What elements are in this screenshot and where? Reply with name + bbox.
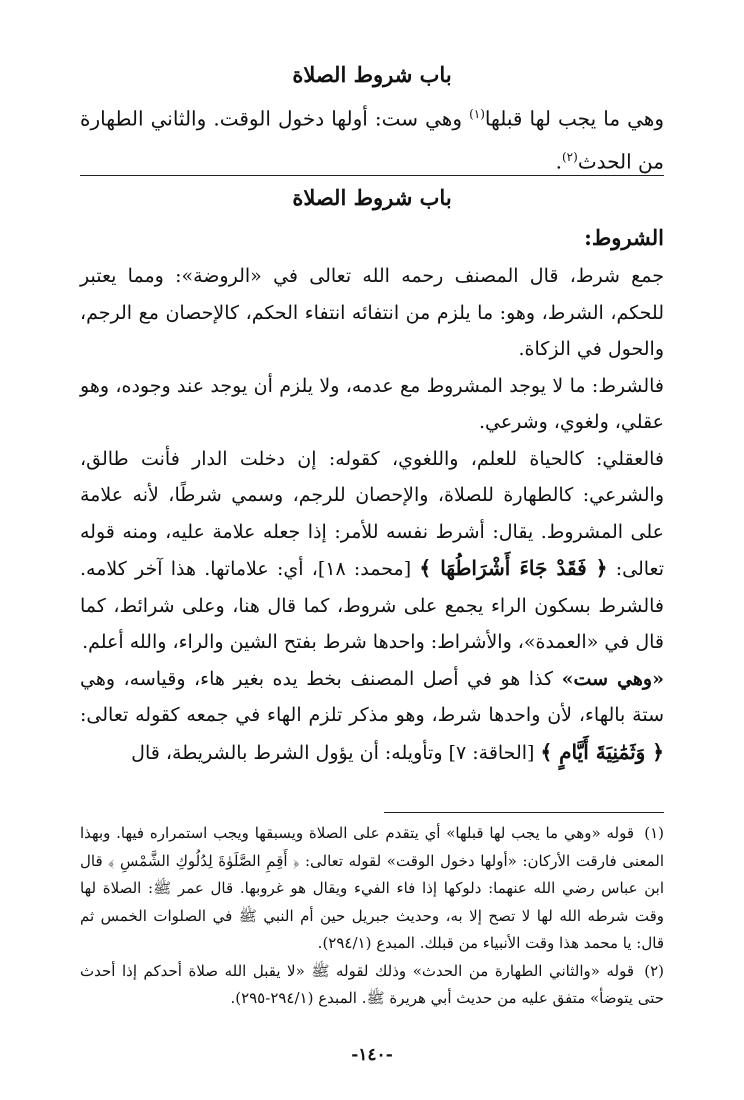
paragraph-2: فالشرط: ما لا يوجد المشروط مع عدمه، ولا يلزم أن يوجد عند وجوده، وهو عقلي، ولغوي، وشرعي.	[80, 374, 664, 433]
sharh-section	[80, 178, 664, 771]
matn-title: باب شروط الصلاة	[292, 62, 452, 87]
footnote-1	[80, 820, 664, 958]
footnote-1-number: (١)	[644, 824, 664, 842]
footnote-ref-1: (١)	[469, 107, 485, 121]
matn-quote: «وهي ست»	[561, 667, 664, 690]
matn-divider	[80, 175, 664, 176]
matn-section	[80, 55, 664, 180]
footnote-2	[80, 958, 664, 1013]
paragraph-3	[80, 441, 664, 661]
footnote-divider	[384, 812, 664, 813]
paragraph-3-text-a: فالعقلي: كالحياة للعلم، واللغوي، كقوله: إن دخلت الدار فأنت طالق، والشرعي: كالطهارة للصلاة، والإحصان للرجم، وسمي شرطًا، لأنه علامة على المشروط. يقال: أشرط نفسه للأمر: إذا جعله علامة عليه، ومنه قوله تعالى:	[80, 447, 665, 580]
footnote-2-number: (٢)	[644, 961, 664, 980]
paragraph-1: جمع شرط، قال المصنف رحمه الله تعالى في «الروضة»: ومما يعتبر للحكم، الشرط، وهو: ما يلزم من انتفائه انتفاء الحكم، كالإحصان مع الرجم، والحول في الزكاة.	[80, 265, 664, 360]
matn-text-c: .	[555, 149, 562, 174]
sharh-heading: الشروط:	[584, 225, 664, 250]
matn-text-b: وهي ست: أولها دخول الوقت. والثاني الطهارة من الحدث	[80, 106, 664, 174]
matn-text-a: وهي ما يجب لها قبلها	[484, 106, 664, 131]
matn-text	[80, 95, 664, 180]
paragraph-4-text-a: كذا هو في أصل المصنف بخط يده بغير هاء، وقياسه، وهي ستة بالهاء، لأن واحدها شرط، وهو مذكر تلزم الهاء في جمعه كقوله تعالى:	[80, 667, 664, 726]
quran-verse-1: ﴿ فَقَدْ جَاءَ أَشْرَاطُهَا ﴾	[419, 556, 608, 580]
paragraph-4	[80, 661, 664, 772]
page-number: -١٤٠-	[351, 1045, 393, 1065]
quran-verse-2: ﴿ وَثَمَٰنِيَةَ أَيَّامٍ ﴾	[540, 739, 664, 764]
paragraph-3-text-b: [محمد: ١٨]، أي: علاماتها. هذا آخر كلامه. فالشرط بسكون الراء يجمع على شروط، كما قال هنا، وعلى شرائط، كما قال في «العمدة»، والأشراط: واحدها شرط بفتح الشين والراء، والله أعلم.	[80, 558, 664, 653]
paragraph-4-text-b: [الحاقة: ٧] وتأويله: أن يؤول الشرط بالشريطة، قال	[131, 741, 541, 764]
footnote-2-text: قوله «والثاني الطهارة من الحدث» وذلك لقوله ﷺ «لا يقبل الله صلاة أحدكم إذا أحدث حتى يتوضأ» متفق عليه من حديث أبي هريرة ﷺ. المبدع (٢٩٤/١-٢٩٥).	[80, 961, 664, 1007]
footnote-ref-2: (٢)	[561, 149, 578, 164]
sharh-title: باب شروط الصلاة	[292, 185, 452, 210]
footnotes	[80, 820, 664, 1013]
footnote-1-text: قوله «وهي ما يجب لها قبلها» أي يتقدم على الصلاة ويسبقها ويجب استمراره فيها. وبهذا المعنى فارقت الأركان: «أولها دخول الوقت» لقوله تعالى: ﴿ أَقِمِ الصَّلَوٰةَ لِدُلُوكِ الشَّمْسِ ﴾ قال ابن عباس رضي الله عنهما: دلوكها إذا فاء الفيء ويقال هو غروبها. قال عمر ﷺ: الصلاة لها وقت شرطه الله لها لا تصح إلا به، وحديث جبريل حين أم النبي ﷺ في الصلوات الخمس ثم قال: يا محمد هذا وقت الأنبياء من قبلك. المبدع (٢٩٤/١).	[80, 824, 664, 952]
